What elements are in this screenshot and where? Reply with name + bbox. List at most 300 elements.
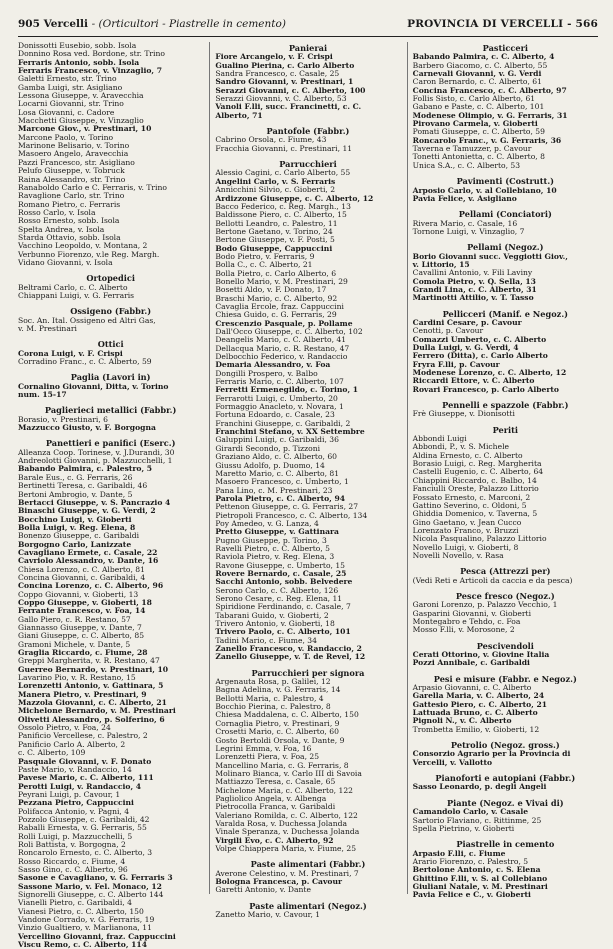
directory-entry: Roncarolo Ernesto, c. C. Alberto, 3 [18, 848, 153, 858]
directory-entry: Michelone Bernardo, v. M. Prestinari [18, 706, 176, 716]
directory-entry: Gabano e Paste, c. C. Alberto, 101 [412, 102, 545, 112]
directory-entry: Dongilli Prospero, v. Balbo [215, 368, 318, 378]
directory-entry: num. 15-17 [18, 390, 67, 400]
directory-entry: Masoero Angelo, Aravecchia [18, 149, 129, 159]
directory-entry: Cavriolo Alessandro, v. Dante, 16 [18, 556, 159, 566]
directory-entry: Cavagliano Ermete, c. Casale, 22 [18, 547, 158, 557]
directory-entry: Modenese Lorenzo, c. C. Alberto, 12 [412, 368, 567, 378]
directory-entry: Camandolo Carlo, v. Casale [412, 807, 529, 817]
directory-entry: Lorenzetti Antonio, v. Gattinara, 5 [18, 681, 164, 691]
category-heading: Paglierieci metallici (Fabbr.) [44, 405, 177, 416]
category-heading: Petrolio (Negoz. gross.) [450, 740, 560, 751]
directory-entry: Rivera Mario, c. Casale, 16 [412, 218, 518, 228]
directory-entry: Zanello Francesco, v. Randaccio, 2 [215, 644, 362, 654]
directory-entry: Pasquale Giovanni, v. F. Donato [18, 756, 152, 766]
directory-entry: Soc. An. Ital. Ossigeno ed Altri Gas, [18, 315, 156, 325]
directory-entry: Giuliani Natale, v. M. Prestinari [412, 881, 548, 891]
directory-entry: Bacco Federico, c. Reg. Margh., 13 [215, 201, 351, 211]
directory-entry: v. M. Prestinari [18, 324, 77, 333]
directory-entry: Pettenon Giuseppe, c. G. Ferraris, 27 [215, 502, 359, 512]
directory-entry: Spelta Andrea, v. Isola [18, 224, 105, 234]
directory-entry: Bocchio Pierina, c. Palestro, 8 [215, 702, 331, 712]
directory-entry: Graziano Aldo, c. C. Alberto, 60 [215, 452, 338, 462]
category-heading: Panierai [288, 43, 328, 53]
directory-entry: Ravelli Pietro, c. C. Alberto, 5 [215, 543, 330, 553]
directory-entry: Donnino Rosa ved. Bordone, str. Trino [18, 49, 165, 59]
category-heading: Paste alimentari (Negoz.) [249, 900, 367, 911]
directory-entry: Franchini Stefano, v. XX Settembre [215, 427, 365, 437]
directory-entry: Martinotti Attilio, v. T. Tasso [412, 293, 534, 303]
directory-entry: Concina Giovanni, c. Garibaldi, 4 [18, 572, 146, 582]
directory-entry: Mazzola Giovanni, c. C. Alberto, 21 [18, 698, 167, 708]
directory-entry: Rosso Riccardo, c. Fiume, 4 [18, 856, 126, 866]
directory-entry: Maretto Mario, c. C. Alberto, 81 [215, 468, 340, 478]
category-heading: Pellami (Conciatori) [458, 209, 552, 220]
directory-entry: Gualino Pierina, c. Carlo Alberto [215, 60, 355, 70]
category-heading: Pellicceri (Manif. e Negoz.) [442, 308, 569, 319]
directory-entry: (Vedi Reti e Articoli da caccia e da pesca) [412, 575, 573, 585]
directory-entry: Fossato Ernesto, c. Marconi, 2 [412, 492, 531, 502]
directory-entry: Perotti Luigi, v. Randaccio, 4 [18, 781, 142, 791]
directory-entry: Bolla C., c. C. Alberto, 21 [215, 260, 313, 270]
directory-entry: Bertinetti Teresa, c. Garibaldi, 46 [18, 481, 148, 491]
directory-entry: Bolla Luigi, v. Reg. Elena, 8 [18, 522, 136, 532]
directory-entry: Poy Amedeo, v. G. Lanza, 4 [215, 518, 319, 528]
directory-entry: Serazzi Giovanni, c. C. Alberto, 100 [215, 85, 366, 95]
directory-entry: Bertone Giuseppe, v. F. Posti, 5 [215, 235, 335, 245]
spacer [413, 767, 598, 772]
directory-entry: Vinale Speranza, v. Duchessa Jolanda [215, 827, 360, 837]
directory-entry: Cenotti, p. Cavour [412, 326, 484, 336]
directory-entry: Lorenzato Franco, v. Bruzzi [412, 525, 519, 535]
directory-entry: Bertone Gaetano, v. Torino, 24 [215, 226, 333, 236]
directory-entry: Cavaglia Ercole, fraz. Cappuccini [215, 301, 344, 311]
directory-entry: v. Littorio, 15 [412, 259, 470, 269]
directory-entry: Spiridione Ferdinando, c. Casale, 7 [215, 602, 351, 612]
spacer [413, 792, 598, 797]
directory-entry: Lattuada Bruno, c. C. Alberto [412, 708, 538, 718]
directory-entry: Pretto Giuseppe, v. Gattinara [215, 527, 339, 537]
directory-entry: Gattesio Piero, c. C. Alberto, 21 [412, 699, 548, 709]
category-heading: Ossigeno (Fabbr.) [70, 306, 152, 317]
directory-entry: Cerati Ottorino, v. Giovine Italia [412, 650, 550, 659]
directory-entry: Valeriano Romilda, c. C. Alberto, 122 [215, 810, 358, 820]
spacer [215, 853, 400, 858]
directory-entry: Comazzi Umberto, c. C. Alberto [412, 334, 547, 344]
directory-entry: Arpasio Giovanni, c. C. Alberto [412, 683, 532, 693]
directory-entry: Garetti Antonio, v. Dante [215, 885, 311, 895]
directory-entry: Greppi Margherita, v. R. Restano, 47 [18, 656, 160, 666]
directory-entry: Modenese Olimpio, v. G. Ferraris, 31 [412, 110, 568, 120]
directory-entry: Mosso F.lli, v. Morosone, 2 [412, 625, 515, 635]
directory-entry: Ferrante Francesco, v. Foa, 14 [18, 606, 146, 616]
column-middle [209, 42, 400, 920]
directory-entry: Andreolotti Giovanni, p. Mazzucchelli, 1 [18, 456, 173, 466]
directory-entry: Pana Lino, c. M. Prestinari, 23 [215, 485, 333, 495]
directory-entry: Sacchi Antonio, sobb. Belvedere [215, 577, 353, 587]
directory-entry: Molinaro Bianca, v. Carlo III di Savoia [215, 768, 362, 778]
directory-entry: Pozzolo Giuseppe, c. Garibaldi, 42 [18, 814, 150, 824]
spacer [413, 635, 598, 640]
directory-entry: Serazzi Giovanni, v. C. Alberto, 53 [215, 94, 347, 104]
directory-entry: Gallo Piero, c. R. Restano, 57 [18, 614, 131, 624]
city-name: Vercelli [43, 18, 89, 30]
directory-entry: Follis Sisto, c. Carlo Alberto, 61 [412, 94, 536, 104]
directory-entry: Giani Giuseppe, c. C. Alberto, 85 [18, 631, 145, 641]
directory-entry: Bagna Adelina, v. G. Ferraris, 14 [215, 685, 341, 695]
directory-entry: Sandra Francesco, c. Casale, 25 [215, 69, 340, 79]
directory-entry: Comola Pietro, v. Q. Sella, 13 [412, 276, 536, 286]
directory-entry: Tadini Mario, c. Fiume, 34 [215, 635, 317, 645]
directory-entry: Pagliolico Angela, v. Albenga [215, 793, 327, 803]
directory-entry: Alessio Cagini, c. Carlo Alberto, 55 [215, 168, 351, 178]
directory-entry: Fanciulli Oreste, Palazzo Littorio [412, 484, 539, 494]
directory-entry: Pezzana Pietro, Cappuccini [18, 798, 134, 808]
directory-entry: Ravone Giuseppe, c. Umberto, 15 [215, 560, 346, 570]
directory-entry: Taverna e Tamuzzer, p. Cavour [412, 144, 532, 154]
directory-entry: Bellotti Leandro, c. Palestro, 11 [215, 218, 338, 228]
spacer [413, 734, 598, 739]
directory-entry: Chiesa Maddalena, c. C. Alberto, 150 [215, 710, 359, 720]
spacer [18, 300, 203, 305]
directory-entry: Novelli Novello, v. Rasa [412, 550, 504, 560]
directory-entry: Fiore Arcangelo, v. F. Crispi [215, 52, 333, 62]
directory-entry: Ossolo Pietro, v. Foa, 24 [18, 723, 111, 733]
spacer [413, 560, 598, 565]
category-heading: Pavimenti (Costrutt.) [456, 176, 555, 187]
directory-entry: Peyrani Luigi, p. Cavour, 1 [18, 789, 121, 799]
directory-entry: Vianelli Pietro, c. Garibaldi, 4 [18, 898, 133, 908]
directory-entry: Paste Mario, v. Randaccio, 14 [18, 764, 132, 774]
directory-entry: Bonenzo Giuseppe, c. Garibaldi [18, 531, 140, 541]
directory-entry: Ghittino F.lli, v. S. al Collebiano [412, 873, 548, 883]
directory-entry: Nicola Pasqualino, Palazzo Littorio [412, 534, 547, 544]
directory-entry: Varalda Rosa, v. Duchessa Jolanda [215, 818, 347, 828]
directory-entry: Sandro Giovanni, v. Prestinari, 1 [215, 77, 354, 87]
directory-entry: Arposio Carlo, v. al Collebiano, 10 [412, 185, 557, 195]
directory-entry: Gamba Luigi, str. Asigliano [18, 82, 123, 92]
category-heading: Pianoforti e autopiani (Fabbr.) [435, 773, 576, 784]
directory-entry: c. C. Alberto, 109 [18, 748, 86, 758]
directory-entry: Cornaglia Pietro, v. Prestinari, 9 [215, 718, 340, 728]
directory-entry: Pietropoli Francesco, c. C. Alberto, 134 [215, 510, 368, 520]
directory-entry: Serono Carlo, c. C. Alberto, 126 [215, 585, 339, 595]
directory-entry: Franchini Giuseppe, c. Garibaldi, 2 [215, 418, 351, 428]
directory-entry: Deangelis Mario, c. C. Alberto, 41 [215, 335, 347, 345]
category-heading: Periti [492, 424, 519, 435]
category-heading: Pesce fresco (Negoz.) [455, 590, 555, 601]
directory-entry: Tabarani Guido, v. Gioberti, 2 [215, 610, 329, 620]
directory-entry: Raina Alessandro, str. Trino [18, 174, 126, 184]
secondary-page-number: - 566 [567, 18, 598, 30]
directory-entry: Pavia Felice, v. Asigliano [412, 193, 517, 203]
directory-entry: Corona Luigi, v. F. Crispi [18, 348, 123, 358]
directory-entry: Caron Bernardo, c. C. Alberto, 61 [412, 77, 542, 87]
directory-entry: Sasso Gino, c. C. Alberto, 96 [18, 864, 128, 874]
category-heading: Piante (Negoz. e Vivai di) [447, 797, 564, 808]
spacer [18, 333, 203, 338]
directory-entry: Crescenzio Pasquale, p. Pollame [215, 318, 353, 328]
directory-entry: Signorelli Giuseppe, c. C. Alberto 144 [18, 890, 164, 899]
directory-entry: Babando Palmira, c. Palestro, 5 [18, 464, 153, 474]
category-heading: Pantofole (Fabbr.) [266, 126, 350, 137]
directory-entry: Pietrocolla Franca, v. Garibaldi [215, 802, 336, 812]
directory-entry: Bolla Pietro, c. Carlo Alberto, 6 [215, 268, 337, 278]
directory-entry: Bertoni Ambrogio, v. Dante, 5 [18, 489, 133, 499]
section-subtitle: - (Orticultori - Piastrelle in cemento) [91, 18, 286, 30]
directory-entry: Legrini Emma, v. Foa, 16 [215, 743, 312, 753]
directory-entry: Pignoli N., v. C. Alberto [412, 716, 512, 726]
category-heading: Pellami (Negoz.) [467, 242, 544, 253]
directory-entry: Sassone Mario, v. Fel. Monaco, 12 [18, 881, 162, 891]
spacer [18, 432, 203, 437]
directory-entry: Spella Pietrino, v. Gioberti [412, 823, 515, 833]
directory-entry: Borgogno Carlo, Lanizzate [18, 539, 132, 549]
column-right [407, 42, 598, 900]
spacer [215, 895, 400, 900]
directory-entry: Vanoli F.lli, succ. Francinetti, c. C. [215, 102, 362, 112]
directory-entry: Donissotti Eusebio, sobb. Isola [18, 41, 137, 50]
directory-entry: Coppo Giuseppe, v. Gioberti, 18 [18, 597, 152, 607]
category-heading: Pesca (Attrezzi per) [460, 566, 551, 577]
directory-entry: Ardizzone Giuseppe, c. C. Alberto, 12 [215, 193, 374, 203]
directory-entry: Manera Pietro, v. Prestinari, 9 [18, 689, 147, 699]
directory-entry: Marinone Belisario, v. Torino [18, 141, 130, 151]
directory-entry: Ravaglione Carlo, str. Trino [18, 191, 125, 201]
directory-entry: Beltrami Carlo, c. C. Alberto [18, 282, 128, 292]
directory-entry: Bonello Mario, v. M. Prestinari, 29 [215, 276, 348, 286]
directory-entry: Roli Battista, v. Borgogna, 2 [18, 839, 126, 849]
directory-entry: Bologna Francesca, p. Cavour [215, 877, 342, 886]
directory-entry: Romano Pietro, c. Ferraris [18, 199, 121, 209]
category-heading: Pennelli e spazzole (Fabbr.) [442, 400, 569, 411]
directory-entry: Ferraris Mario, c. C. Alberto, 107 [215, 377, 344, 387]
directory-entry: Rosso Ernesto, sobb. Isola [18, 216, 120, 226]
directory-entry: Bertacci Giuseppe, v. S. Pancrazio 4 [18, 497, 171, 507]
directory-entry: Aldina Ernesto, c. C. Alberto [412, 450, 523, 460]
directory-entry: Bertolone Antonio, c. S. Elena [412, 865, 541, 875]
category-heading: Parrucchieri [279, 159, 337, 170]
directory-entry: Galetti Ernesto, str. Trino [18, 74, 117, 84]
directory-entry: Verbunno Fiorenzo, v.le Reg. Margh. [18, 249, 160, 259]
directory-entry: Barbero Giacomo, c. C. Alberto, 55 [412, 60, 548, 70]
category-heading: Paste alimentari (Fabbr.) [250, 859, 366, 870]
directory-entry: Unica S.A., c. C. Alberto, 53 [412, 160, 521, 170]
directory-entry: Sasone e Cavagliano, v. G. Ferraris 3 [18, 873, 173, 883]
directory-entry: Giussu Adolfo, p. Duomo, 14 [215, 460, 325, 470]
directory-entry: Annicchini Silvio, c. Gioberti, 2 [215, 185, 336, 195]
directory-entry: Vercelli, v. Vallotto [412, 757, 493, 767]
directory-entry: Arario Fiorenzo, c. Palestro, 5 [412, 856, 529, 866]
directory-entry: Marcone Paolo, v. Torino [18, 132, 114, 142]
directory-entry: Vacchino Leopoldo, v. Montana, 2 [18, 241, 148, 251]
directory-entry: Rosso Carlo, v. Isola [18, 207, 96, 217]
directory-entry: Arpasio F.lli, c. Fiume [412, 848, 506, 858]
directory-entry: Vercellino Giovanni, fraz. Cappuccini [18, 931, 176, 941]
directory-entry: Montegabro e Tehdo, c. Foa [412, 616, 521, 626]
directory-entry: Pirovano Carmela, v. Gioberti [412, 119, 538, 129]
category-heading: Paglia (Lavori in) [70, 372, 151, 383]
directory-entry: Concina Lorenzo, c. C. Alberto, 96 [18, 581, 164, 591]
directory-entry: Gasparini Giovanni, v. Gioberti [412, 608, 531, 618]
spacer [413, 668, 598, 673]
directory-entry: Virgili Evo, c. C. Alberto, 92 [215, 835, 334, 845]
directory-entry: Abbondi Luigi [412, 434, 467, 444]
directory-entry: Ferretti Ermenegildo, c. Torino, 1 [215, 385, 359, 395]
directory-entry: Frè Giuseppe, v. Dionisotti [412, 409, 515, 419]
directory-entry: Garella Maria, v. C. Alberto, 24 [412, 691, 545, 701]
directory-entry: Ranaboldo Carlo e C. Ferraris, v. Trino [18, 182, 167, 192]
directory-entry: Ferraris Antonio, sobb. Isola [18, 57, 140, 67]
category-heading: Pescivendoli [476, 640, 534, 651]
spacer [18, 366, 203, 371]
directory-entry: Crosetti Mario, c. C. Alberto, 60 [215, 727, 339, 737]
directory-entry: Grandi Lina, c. C. Alberto, 31 [412, 284, 537, 294]
directory-entry: Delbocchio Federico, v. Randaccio [215, 352, 348, 362]
category-heading: Parrucchieri per signora [251, 667, 365, 678]
directory-entry: Serono Cesare, c. Reg. Elena, 11 [215, 594, 343, 603]
directory-entry: Tornone Luigi, v. Vinzaglio, 7 [412, 226, 525, 236]
directory-entry: Pazzi Francesco, str. Asigliano [18, 157, 135, 167]
directory-entry: Gattino Severino, c. Oldoni, 5 [412, 500, 527, 510]
directory-entry: Marcone Giov., v. Prestinari, 10 [18, 124, 152, 134]
directory-entry: Babando Palmira, c. C. Alberto, 4 [412, 52, 555, 62]
directory-entry: Vidano Giovanni, v. Isola [18, 257, 113, 267]
directory-entry: Concina Francesco, c. C. Alberto, 97 [412, 85, 567, 95]
spacer [413, 833, 598, 838]
directory-entry: Polifacca Antonio, v. Pagni, 4 [18, 806, 130, 816]
spacer [413, 419, 598, 424]
directory-entry: Chiesa Lorenzo, c. C. Alberto, 81 [18, 564, 145, 574]
header-left [18, 18, 286, 30]
directory-entry: Cavallini Antonio, v. Fili Laviny [412, 268, 533, 278]
directory-entry: Dall'Occo Giuseppe, c. C. Alberto, 102 [215, 327, 363, 336]
directory-entry: Braschi Mario, c. C. Alberto, 92 [215, 293, 338, 303]
spacer [215, 120, 400, 125]
directory-entry: Pavia Felice e C., v. Gioberti [412, 890, 531, 900]
directory-entry: Tonetti Antonietta, c. C. Alberto, 8 [412, 152, 545, 162]
directory-entry: Chiesa Guido, c. G. Ferraris, 29 [215, 310, 337, 320]
page-number: 905 [18, 18, 40, 30]
directory-entry: Fryra F.lli, p. Cavour [412, 359, 500, 369]
directory-entry: Raviola Pietro, v. Reg. Elena, 3 [215, 552, 335, 562]
directory-entry: Chiappani Luigi, v. G. Ferraris [18, 290, 135, 300]
directory-entry: Zanetto Mario, v. Cavour, 1 [215, 910, 321, 920]
directory-entry: Panificio Vercellese, c. Palestro, 2 [18, 731, 148, 741]
directory-entry: Coppo Giovanni, v. Gioberti, 13 [18, 589, 139, 599]
directory-entry: Binaschi Giuseppe, v. G. Verdi, 2 [18, 506, 156, 516]
directory-entry: Mazzucco Giusto, v. F. Borgogna [18, 423, 156, 433]
spacer [215, 662, 400, 667]
directory-entry: Gino Gaetano, v. Jean Cucco [412, 517, 522, 527]
directory-entry: Ferrero (Ditta), c. Carlo Alberto [412, 351, 548, 361]
directory-entry: Novello Luigi, v. Gioberti, 8 [412, 542, 519, 552]
directory-entry: Graglia Riccardo, c. Fiume, 28 [18, 648, 148, 658]
directory-entry: Galuppini Luigi, c. Garibaldi, 36 [215, 435, 339, 445]
directory-entry: Riccardi Ettore, v. C. Alberto [412, 376, 535, 386]
spacer [18, 399, 203, 404]
directory-entry: Volpe Chiappera Maria, v. Fiume, 25 [215, 843, 357, 853]
directory-entry: Dulla Luigi, v. G. Verdi, 4 [412, 343, 519, 352]
directory-entry: Fortuna Edoardo, c. Casale, 23 [215, 410, 335, 420]
directory-entry: Lavarino Pio, v. R. Restano, 15 [18, 673, 136, 683]
directory-entry: Dellacqua Mario, c. R. Restano, 47 [215, 343, 350, 353]
directory-entry: Castelli Eugenio, c. C. Alberto, 64 [412, 467, 544, 477]
directory-entry: Cabrino Orsola, c. Fiume, 43 [215, 135, 327, 145]
directory-entry: Bodo Pietro, v. Ferraris, 9 [215, 251, 315, 261]
directory-entry: Parola Pietro, c. C. Alberto, 94 [215, 493, 346, 503]
directory-entry: Losa Giovanni, c. Cadore [18, 107, 115, 117]
directory-entry: Ferrarotti Luigi, c. Umberto, 20 [215, 393, 338, 403]
directory-entry: Pugno Giuseppe, p. Torino, 3 [215, 535, 327, 545]
directory-entry: Borasio, v. Prestinari, 6 [18, 414, 108, 424]
directory-entry: Bodo Giuseppe, Cappuccini [215, 243, 333, 253]
category-heading: Pasticceri [482, 43, 528, 53]
directory-entry: Rovari Francesco, p. Carlo Alberto [412, 384, 559, 394]
directory-entry: Chiappini Riccardo, c. Balbo, 14 [412, 475, 537, 485]
directory-entry: Demaria Alessandro, v. Foa [215, 360, 331, 370]
directory-entry: Vianesi Pietro, c. C. Alberto, 150 [18, 906, 144, 916]
directory-entry: Alleanza Coop. Torinese, v. J.Durandi, 30 [18, 447, 175, 457]
directory-entry: Borio Giovanni succ. Veggiotti Giov., [412, 251, 568, 261]
directory-entry: Guerreo Bernardo, v. Prestinari, 10 [18, 664, 169, 674]
directory-entry: Baldissone Piero, c. C. Alberto, 15 [215, 210, 347, 220]
directory-entry: Pavese Mario, c. C. Alberto, 111 [18, 773, 154, 783]
province-name: PROVINCIA DI VERCELLI [407, 18, 564, 30]
directory-entry: Olivetti Alessandro, p. Solferino, 6 [18, 714, 165, 724]
spacer [413, 585, 598, 590]
spacer [215, 153, 400, 158]
directory-entry: Argenauta Rosa, p. Galilei, 12 [215, 677, 331, 687]
directory-entry: Garoni Lorenzo, p. Palazzo Vecchio, 1 [412, 600, 558, 610]
directory-entry: Borasio Luigi, c. Reg. Margherita [412, 459, 542, 469]
directory-entry: Angelini Carlo, v. S. Ferraris [215, 176, 336, 186]
spacer [413, 394, 598, 399]
column-left [18, 41, 203, 949]
category-heading: Panettieri e panifici (Eserc.) [45, 438, 176, 449]
directory-columns [18, 41, 598, 949]
directory-entry: Barale Eus., c. G. Ferraris, 26 [18, 472, 133, 482]
directory-entry: Pomati Giuseppe, c. C. Alberto, 59 [412, 127, 545, 137]
directory-entry: Pozzi Annibale, c. Garibaldi [412, 658, 530, 668]
directory-entry: Lorenzetti Piera, v. Foa, 25 [215, 752, 320, 762]
directory-entry: Abbondi, P., v. S. Michele [412, 442, 509, 452]
directory-entry: Alberto, 71 [215, 110, 263, 120]
directory-entry: Starda Ottavio, sobb. Isola [18, 232, 121, 242]
directory-entry: Sartorio Flaviano, c. Rittinme, 25 [412, 815, 542, 825]
directory-entry: Sasso Leonardo, p. degli Angeli [412, 782, 547, 792]
directory-entry: Bocchino Luigi, v. Gioberti [18, 514, 132, 524]
directory-entry: Ghiddia Domenico, v. Taverna, 5 [412, 509, 538, 519]
spacer [413, 303, 598, 308]
spacer [413, 170, 598, 175]
page-header [18, 18, 598, 37]
directory-entry: Rolli Luigi, p. Mazzucchelli, 5 [18, 831, 133, 841]
directory-entry: Bosetti Aldo, v. F. Donato, 17 [215, 285, 327, 295]
category-heading: Pesi e misure (Fabbr. e Negoz.) [433, 673, 577, 684]
directory-entry: Gramoni Michele, v. Dante, 5 [18, 639, 131, 649]
directory-entry: Bellotti Maria, c. Palestro, 4 [215, 693, 324, 703]
directory-entry: Averone Celestino, v. M. Prestinari, 7 [215, 868, 359, 878]
directory-entry: Trivero Antonio, v. Gioberti, 18 [215, 619, 335, 629]
directory-entry: Carnevali Giovanni, v. G. Verdi [412, 69, 542, 79]
directory-entry: Trombetta Emilio, v. Gioberti, 12 [412, 724, 540, 734]
directory-entry: Corradino Franc., c. C. Alberto, 59 [18, 357, 152, 367]
directory-entry: Cornalino Giovanni, Ditta, v. Torino [18, 381, 169, 391]
directory-entry: Ferraris Francesco, v. Vinzaglio, 7 [18, 66, 162, 76]
directory-entry: Vinzio Gualtiero, v. Marlianona, 11 [18, 923, 152, 933]
directory-entry: Giannasso Giuseppe, v. Dante, 7 [18, 623, 142, 632]
